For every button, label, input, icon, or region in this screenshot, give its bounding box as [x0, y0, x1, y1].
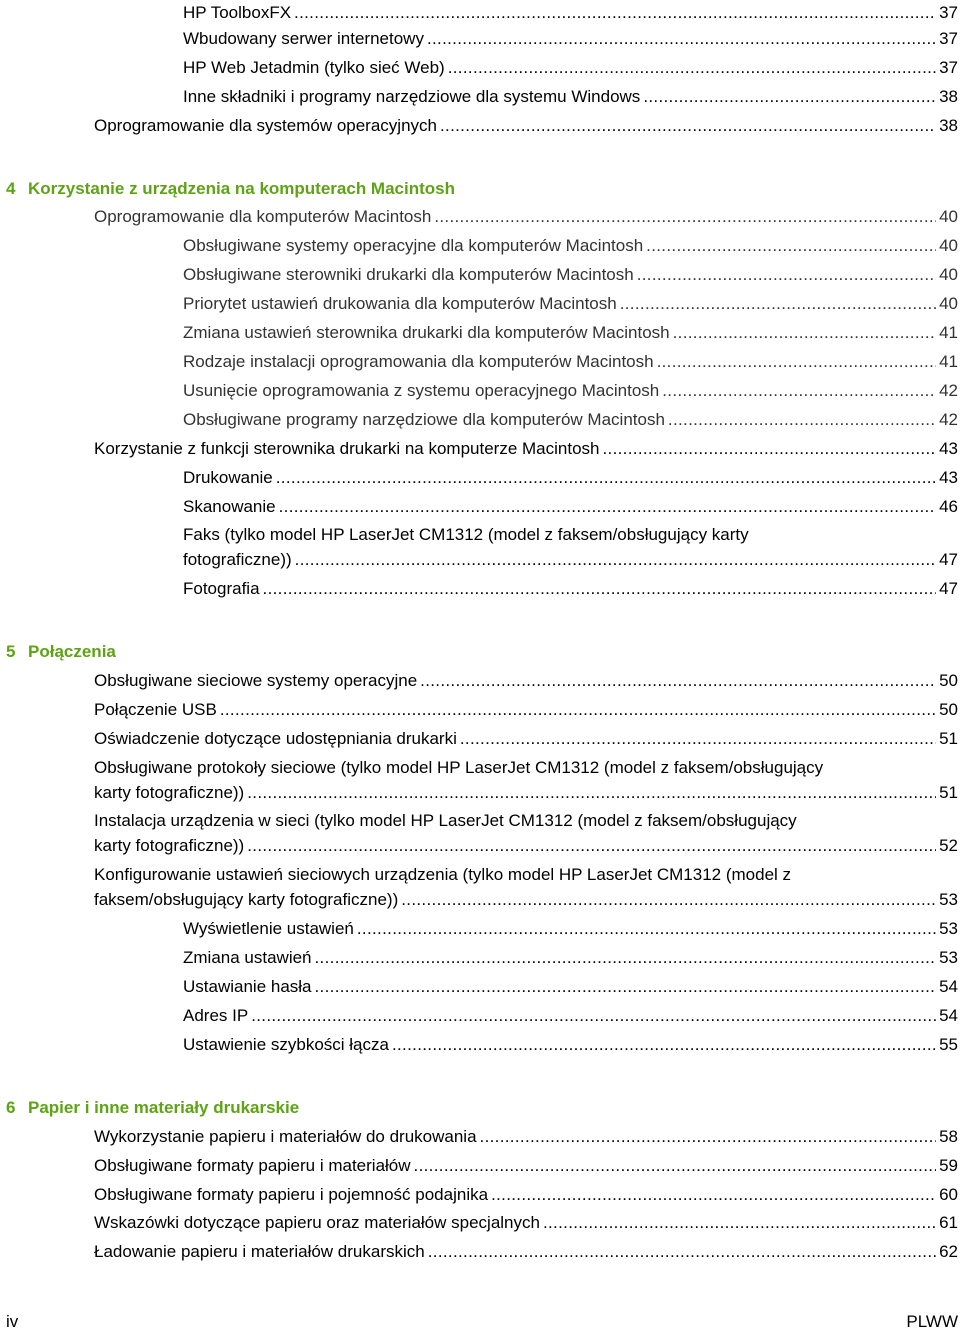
- toc-entry-title-continued: fotograficzne)): [183, 550, 292, 569]
- toc-entry[interactable]: [183, 84, 958, 109]
- dot-leader: [279, 494, 936, 519]
- toc-entry-page: 50: [939, 671, 958, 690]
- toc-entry[interactable]: [183, 320, 958, 345]
- toc-entry-title: Wskazówki dotyczące papieru oraz materiałów specjalnych: [94, 1213, 540, 1232]
- toc-entry[interactable]: [183, 349, 958, 374]
- dot-leader: [420, 668, 936, 693]
- dot-leader: [315, 974, 937, 999]
- toc-entry-title: Faks (tylko model HP LaserJet CM1312 (model z faksem/obsługujący karty: [183, 525, 749, 544]
- toc-entry[interactable]: [94, 755, 958, 805]
- toc-entry-title-continued: karty fotograficzne)): [94, 836, 245, 855]
- toc-entry-page: 37: [939, 29, 958, 48]
- footer-page-number: iv: [6, 1312, 19, 1331]
- toc-entry[interactable]: [183, 974, 958, 999]
- dot-leader: [251, 1003, 936, 1028]
- toc-entry-title: Zmiana ustawień: [183, 948, 312, 967]
- dot-leader: [357, 916, 936, 941]
- toc-entry-title: Obsługiwane systemy operacyjne dla komputerów Macintosh: [183, 236, 644, 255]
- dot-leader: [448, 55, 936, 80]
- toc-entry[interactable]: [94, 1239, 958, 1264]
- toc-entry-page: 58: [939, 1127, 958, 1146]
- toc-entry-title: Oprogramowanie dla systemów operacyjnych: [94, 116, 437, 135]
- dot-leader: [276, 465, 936, 490]
- dot-leader: [491, 1182, 936, 1207]
- toc-entry-title: Połączenie USB: [94, 700, 217, 719]
- toc-entry-page: 37: [939, 3, 958, 22]
- dot-leader: [427, 26, 936, 51]
- toc-entry[interactable]: [183, 378, 958, 403]
- toc-entry-title: Obsługiwane sieciowe systemy operacyjne: [94, 671, 418, 690]
- toc-entry-page: 46: [939, 497, 958, 516]
- toc-entry-title: Obsługiwane sterowniki drukarki dla komputerów Macintosh: [183, 265, 634, 284]
- toc-entry[interactable]: [183, 945, 958, 970]
- toc-entry-page: 43: [939, 468, 958, 487]
- toc-entry-page: 51: [939, 783, 958, 802]
- chapter-heading[interactable]: [6, 639, 116, 664]
- toc-entry[interactable]: [183, 0, 958, 25]
- toc-entry[interactable]: [183, 233, 958, 258]
- toc-entry-page: 40: [939, 265, 958, 284]
- dot-leader: [646, 233, 936, 258]
- toc-entry-title: Ładowanie papieru i materiałów drukarskich: [94, 1242, 425, 1261]
- toc-entry[interactable]: [94, 1210, 958, 1235]
- dot-leader: [247, 833, 936, 858]
- dot-leader: [315, 945, 937, 970]
- dot-leader: [620, 291, 936, 316]
- toc-entry-title: Instalacja urządzenia w sieci (tylko model HP LaserJet CM1312 (model z faksem/obsługujący: [94, 811, 797, 830]
- toc-entry[interactable]: [94, 1153, 958, 1178]
- toc-entry-title: Ustawianie hasła: [183, 977, 312, 996]
- toc-entry[interactable]: [183, 465, 958, 490]
- toc-entry-page: 42: [939, 381, 958, 400]
- toc-entry-title: Obsługiwane formaty papieru i pojemność podajnika: [94, 1185, 489, 1204]
- dot-leader: [428, 1239, 936, 1264]
- toc-entry-page: 40: [939, 294, 958, 313]
- dot-leader: [294, 0, 936, 25]
- chapter-heading[interactable]: [6, 1095, 299, 1120]
- toc-entry-title: HP Web Jetadmin (tylko sieć Web): [183, 58, 445, 77]
- toc-entry-page: 43: [939, 439, 958, 458]
- chapter-title: Korzystanie z urządzenia na komputerach Macintosh: [28, 179, 455, 198]
- toc-entry[interactable]: [94, 204, 958, 229]
- toc-entry-page: 54: [939, 977, 958, 996]
- dot-leader: [247, 780, 936, 805]
- chapter-heading[interactable]: [6, 176, 455, 201]
- toc-entry-page: 37: [939, 58, 958, 77]
- toc-entry[interactable]: [183, 407, 958, 432]
- toc-entry-page: 53: [939, 948, 958, 967]
- dot-leader: [603, 436, 937, 461]
- toc-entry-title: Wyświetlenie ustawień: [183, 919, 354, 938]
- dot-leader: [392, 1032, 936, 1057]
- toc-entry-title: Obsługiwane formaty papieru i materiałów: [94, 1156, 411, 1175]
- toc-entry-title: Adres IP: [183, 1006, 249, 1025]
- toc-entry[interactable]: [94, 726, 958, 751]
- dot-leader: [401, 887, 936, 912]
- dot-leader: [668, 407, 936, 432]
- toc-entry-title-continued: karty fotograficzne)): [94, 783, 245, 802]
- toc-entry[interactable]: [183, 916, 958, 941]
- toc-entry[interactable]: [94, 862, 958, 912]
- toc-entry-page: 62: [939, 1242, 958, 1261]
- toc-entry[interactable]: [183, 522, 958, 572]
- toc-entry[interactable]: [183, 1003, 958, 1028]
- toc-entry-title: Fotografia: [183, 579, 260, 598]
- toc-entry[interactable]: [94, 808, 958, 858]
- toc-entry-page: 42: [939, 410, 958, 429]
- toc-entry-page: 61: [939, 1213, 958, 1232]
- toc-entry-page: 59: [939, 1156, 958, 1175]
- dot-leader: [480, 1124, 937, 1149]
- toc-entry[interactable]: [183, 26, 958, 51]
- toc-entry-title: Drukowanie: [183, 468, 273, 487]
- toc-entry-page: 40: [939, 207, 958, 226]
- toc-entry-title: Wykorzystanie papieru i materiałów do drukowania: [94, 1127, 477, 1146]
- toc-entry-page: 47: [939, 579, 958, 598]
- dot-leader: [263, 576, 937, 601]
- dot-leader: [440, 113, 936, 138]
- toc-entry-title: Priorytet ustawień drukowania dla komputerów Macintosh: [183, 294, 617, 313]
- toc-entry[interactable]: [94, 436, 958, 461]
- chapter-number: 5: [6, 642, 16, 661]
- toc-entry-title: Ustawienie szybkości łącza: [183, 1035, 389, 1054]
- chapter-number: 6: [6, 1098, 16, 1117]
- toc-entry-title: Oświadczenie dotyczące udostępniania drukarki: [94, 729, 457, 748]
- toc-entry[interactable]: [183, 494, 958, 519]
- toc-entry-title: Obsługiwane protokoły sieciowe (tylko model HP LaserJet CM1312 (model z faksem/obsługujący: [94, 758, 824, 777]
- toc-entry-page: 53: [939, 919, 958, 938]
- toc-entry[interactable]: [94, 1124, 958, 1149]
- toc-entry[interactable]: [94, 697, 958, 722]
- toc-entry[interactable]: [94, 668, 958, 693]
- toc-entry-page: 38: [939, 87, 958, 106]
- toc-entry-title: Obsługiwane programy narzędziowe dla komputerów Macintosh: [183, 410, 665, 429]
- dot-leader: [673, 320, 936, 345]
- chapter-title: Papier i inne materiały drukarskie: [28, 1098, 300, 1117]
- toc-entry-title: Rodzaje instalacji oprogramowania dla komputerów Macintosh: [183, 352, 654, 371]
- dot-leader: [460, 726, 936, 751]
- toc-entry-title: Usunięcie oprogramowania z systemu operacyjnego Macintosh: [183, 381, 660, 400]
- toc-entry[interactable]: [183, 291, 958, 316]
- toc-entry-page: 60: [939, 1185, 958, 1204]
- toc-entry-title: Wbudowany serwer internetowy: [183, 29, 424, 48]
- toc-entry-page: 50: [939, 700, 958, 719]
- toc-entry-title: HP ToolboxFX: [183, 3, 292, 22]
- toc-entry-page: 41: [939, 352, 958, 371]
- dot-leader: [434, 204, 936, 229]
- toc-entry-page: 47: [939, 550, 958, 569]
- toc-entry-title: Konfigurowanie ustawień sieciowych urządzenia (tylko model HP LaserJet CM1312 (model z: [94, 865, 792, 884]
- toc-entry-title: Skanowanie: [183, 497, 276, 516]
- toc-entry-page: 53: [939, 890, 958, 909]
- toc-entry-page: 38: [939, 116, 958, 135]
- toc-entry-title: Korzystanie z funkcji sterownika drukarki na komputerze Macintosh: [94, 439, 600, 458]
- toc-entry[interactable]: [94, 1182, 958, 1207]
- dot-leader: [414, 1153, 937, 1178]
- dot-leader: [637, 262, 936, 287]
- toc-entry-page: 40: [939, 236, 958, 255]
- toc-entry-page: 52: [939, 836, 958, 855]
- toc-entry[interactable]: [183, 576, 958, 601]
- toc-entry[interactable]: [94, 113, 958, 138]
- dot-leader: [662, 378, 936, 403]
- toc-entry[interactable]: [183, 1032, 958, 1057]
- dot-leader: [657, 349, 937, 374]
- toc-entry-title: Zmiana ustawień sterownika drukarki dla komputerów Macintosh: [183, 323, 670, 342]
- toc-entry-page: 51: [939, 729, 958, 748]
- footer-label: PLWW: [906, 1312, 958, 1331]
- toc-entry-page: 55: [939, 1035, 958, 1054]
- chapter-title: Połączenia: [28, 642, 116, 661]
- dot-leader: [643, 84, 936, 109]
- dot-leader: [295, 547, 936, 572]
- toc-entry[interactable]: [183, 262, 958, 287]
- toc-entry-title: Inne składniki i programy narzędziowe dla systemu Windows: [183, 87, 641, 106]
- toc-entry[interactable]: [183, 55, 958, 80]
- toc-entry-title: Oprogramowanie dla komputerów Macintosh: [94, 207, 432, 226]
- toc-entry-page: 54: [939, 1006, 958, 1025]
- dot-leader: [543, 1210, 936, 1235]
- dot-leader: [220, 697, 936, 722]
- toc-entry-title-continued: faksem/obsługujący karty fotograficzne)): [94, 890, 399, 909]
- chapter-number: 4: [6, 179, 16, 198]
- toc-entry-page: 41: [939, 323, 958, 342]
